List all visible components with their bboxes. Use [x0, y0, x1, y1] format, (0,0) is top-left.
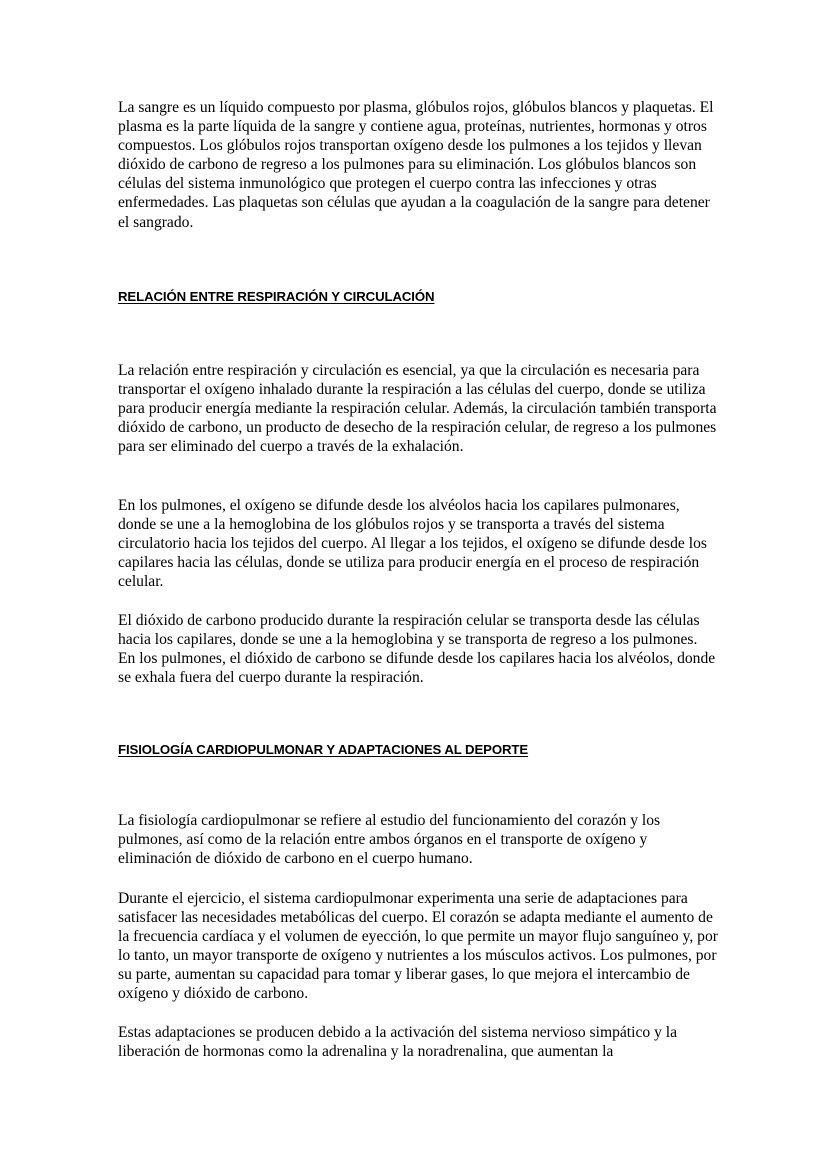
paragraph-exercise-adaptations: Durante el ejercicio, el sistema cardiopulmonar experimenta una serie de adaptaciones para satisfacer las necesidades metabólicas del cuerpo. El corazón se adapta mediante el aumento de la frecuencia cardíaca y el volumen de eyección, lo que permite un mayor flujo sanguíneo y, por lo tanto, un mayor transporte de oxígeno y nutrientes a los músculos activos. Los pulmones, por su parte, aumentan su capacidad para tomar y liberar gases, lo que mejora el intercambio de oxígeno y dióxido de carbono.: [118, 890, 718, 1003]
section-heading-respiration-circulation: RELACIÓN ENTRE RESPIRACIÓN Y CIRCULACIÓN: [118, 289, 435, 304]
paragraph-blood-composition: La sangre es un líquido compuesto por plasma, glóbulos rojos, glóbulos blancos y plaquetas. El plasma es la parte líquida de la sangre y contiene agua, proteínas, nutrientes, hormonas y otros compuestos. Los glóbulos rojos transportan oxígeno desde los pulmones a los tejidos y llevan dióxido de carbono de regreso a los pulmones para su eliminación. Los glóbulos blancos son células del sistema inmunológico que protegen el cuerpo contra las infecciones y otras enfermedades. Las plaquetas son células que ayudan a la coagulación de la sangre para detener el sangrado.: [118, 99, 714, 231]
paragraph-carbon-dioxide-transport: El dióxido de carbono producido durante la respiración celular se transporta desde las células hacia los capilares, donde se une a la hemoglobina y se transporta de regreso a los pulmones. En los pulmones, el dióxido de carbono se difunde desde los capilares hacia los alvéolos, donde se exhala fuera del cuerpo durante la respiración.: [118, 612, 716, 687]
paragraph-oxygen-diffusion: En los pulmones, el oxígeno se difunde desde los alvéolos hacia los capilares pulmonares, donde se une a la hemoglobina de los glóbulos rojos y se transporta a través del sistema circulatorio hacia los tejidos del cuerpo. Al llegar a los tejidos, el oxígeno se difunde desde los capilares hacia las células, donde se utiliza para producir energía en el proceso de respiración celular.: [118, 497, 707, 591]
paragraph-cardiopulmonary-definition: La fisiología cardiopulmonar se refiere al estudio del funcionamiento del corazón y los pulmones, así como de la relación entre ambos órganos en el transporte de oxígeno y eliminación de dióxido de carbono en el cuerpo humano.: [118, 812, 661, 868]
paragraph-sympathetic-activation: Estas adaptaciones se producen debido a la activación del sistema nervioso simpático y la liberación de hormonas como la adrenalina y la noradrenalina, que aumentan la: [118, 1024, 678, 1061]
section-heading-cardiopulmonary-physiology: FISIOLOGÍA CARDIOPULMONAR Y ADAPTACIONES AL DEPORTE: [118, 742, 529, 757]
paragraph-respiration-circulation-relation: La relación entre respiración y circulación es esencial, ya que la circulación es necesaria para transportar el oxígeno inhalado durante la respiración a las células del cuerpo, donde se utiliza para producir energía mediante la respiración celular. Además, la circulación también transporta dióxido de carbono, un producto de desecho de la respiración celular, de regreso a los pulmones para ser eliminado del cuerpo a través de la exhalación.: [118, 362, 717, 456]
